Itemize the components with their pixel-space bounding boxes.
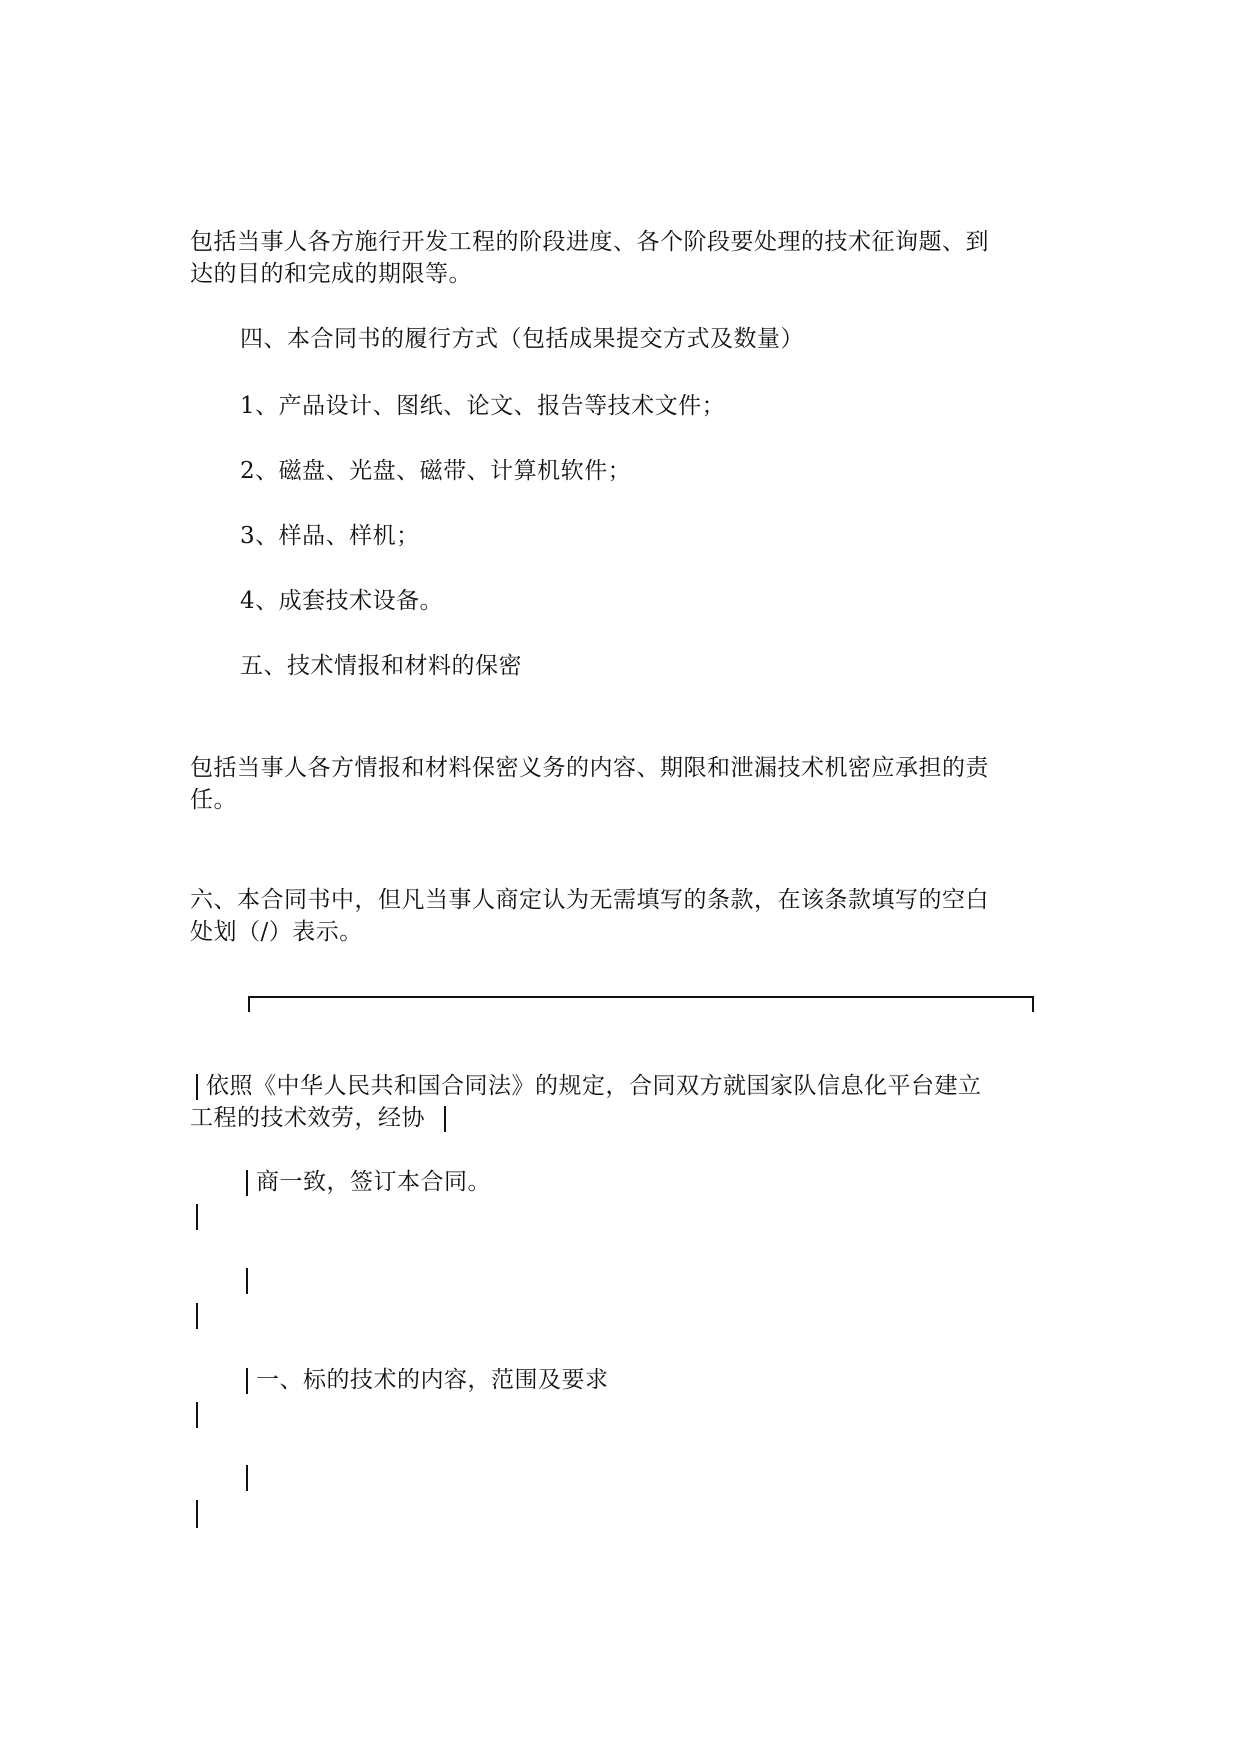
table-border-left	[246, 1368, 248, 1394]
list-item: 3、样品、样机；	[240, 523, 420, 549]
table-border-left	[246, 1170, 248, 1196]
paragraph-line: 处划（/）表示。	[190, 919, 363, 945]
section-heading: 五、技术情报和材料的保密	[240, 653, 522, 679]
table-border-left	[196, 1500, 198, 1528]
paragraph-line: 包括当事人各方施行开发工程的阶段进度、各个阶段要处理的技术征询题、到	[190, 229, 989, 255]
table-cell-text: 工程的技术效劳，经协	[190, 1105, 425, 1131]
list-item: 2、磁盘、光盘、磁带、计算机软件；	[240, 458, 632, 484]
list-item: 1、产品设计、图纸、论文、报告等技术文件；	[240, 393, 726, 419]
table-border-left	[246, 1465, 248, 1491]
table-cell-text: 商一致，签订本合同。	[256, 1169, 491, 1195]
table-cell-text: 依照《中华人民共和国合同法》的规定，合同双方就国家队信息化平台建立	[206, 1073, 982, 1099]
section-heading: 四、本合同书的履行方式（包括成果提交方式及数量）	[240, 326, 804, 352]
table-cell-text: 一、标的技术的内容，范围及要求	[256, 1367, 609, 1393]
table-frame-top	[248, 996, 1034, 1012]
table-border-left	[246, 1268, 248, 1294]
table-border-left	[196, 1204, 198, 1230]
list-item: 4、成套技术设备。	[240, 588, 444, 614]
paragraph-line: 六、本合同书中，但凡当事人商定认为无需填写的条款，在该条款填写的空白	[190, 887, 989, 913]
table-border-right	[444, 1106, 446, 1132]
table-border-left	[196, 1402, 198, 1428]
paragraph-line: 包括当事人各方情报和材料保密义务的内容、期限和泄漏技术机密应承担的责	[190, 755, 989, 781]
table-border-left	[196, 1074, 198, 1100]
paragraph-line: 任。	[190, 787, 237, 813]
paragraph-line: 达的目的和完成的期限等。	[190, 261, 472, 287]
table-border-left	[196, 1303, 198, 1329]
